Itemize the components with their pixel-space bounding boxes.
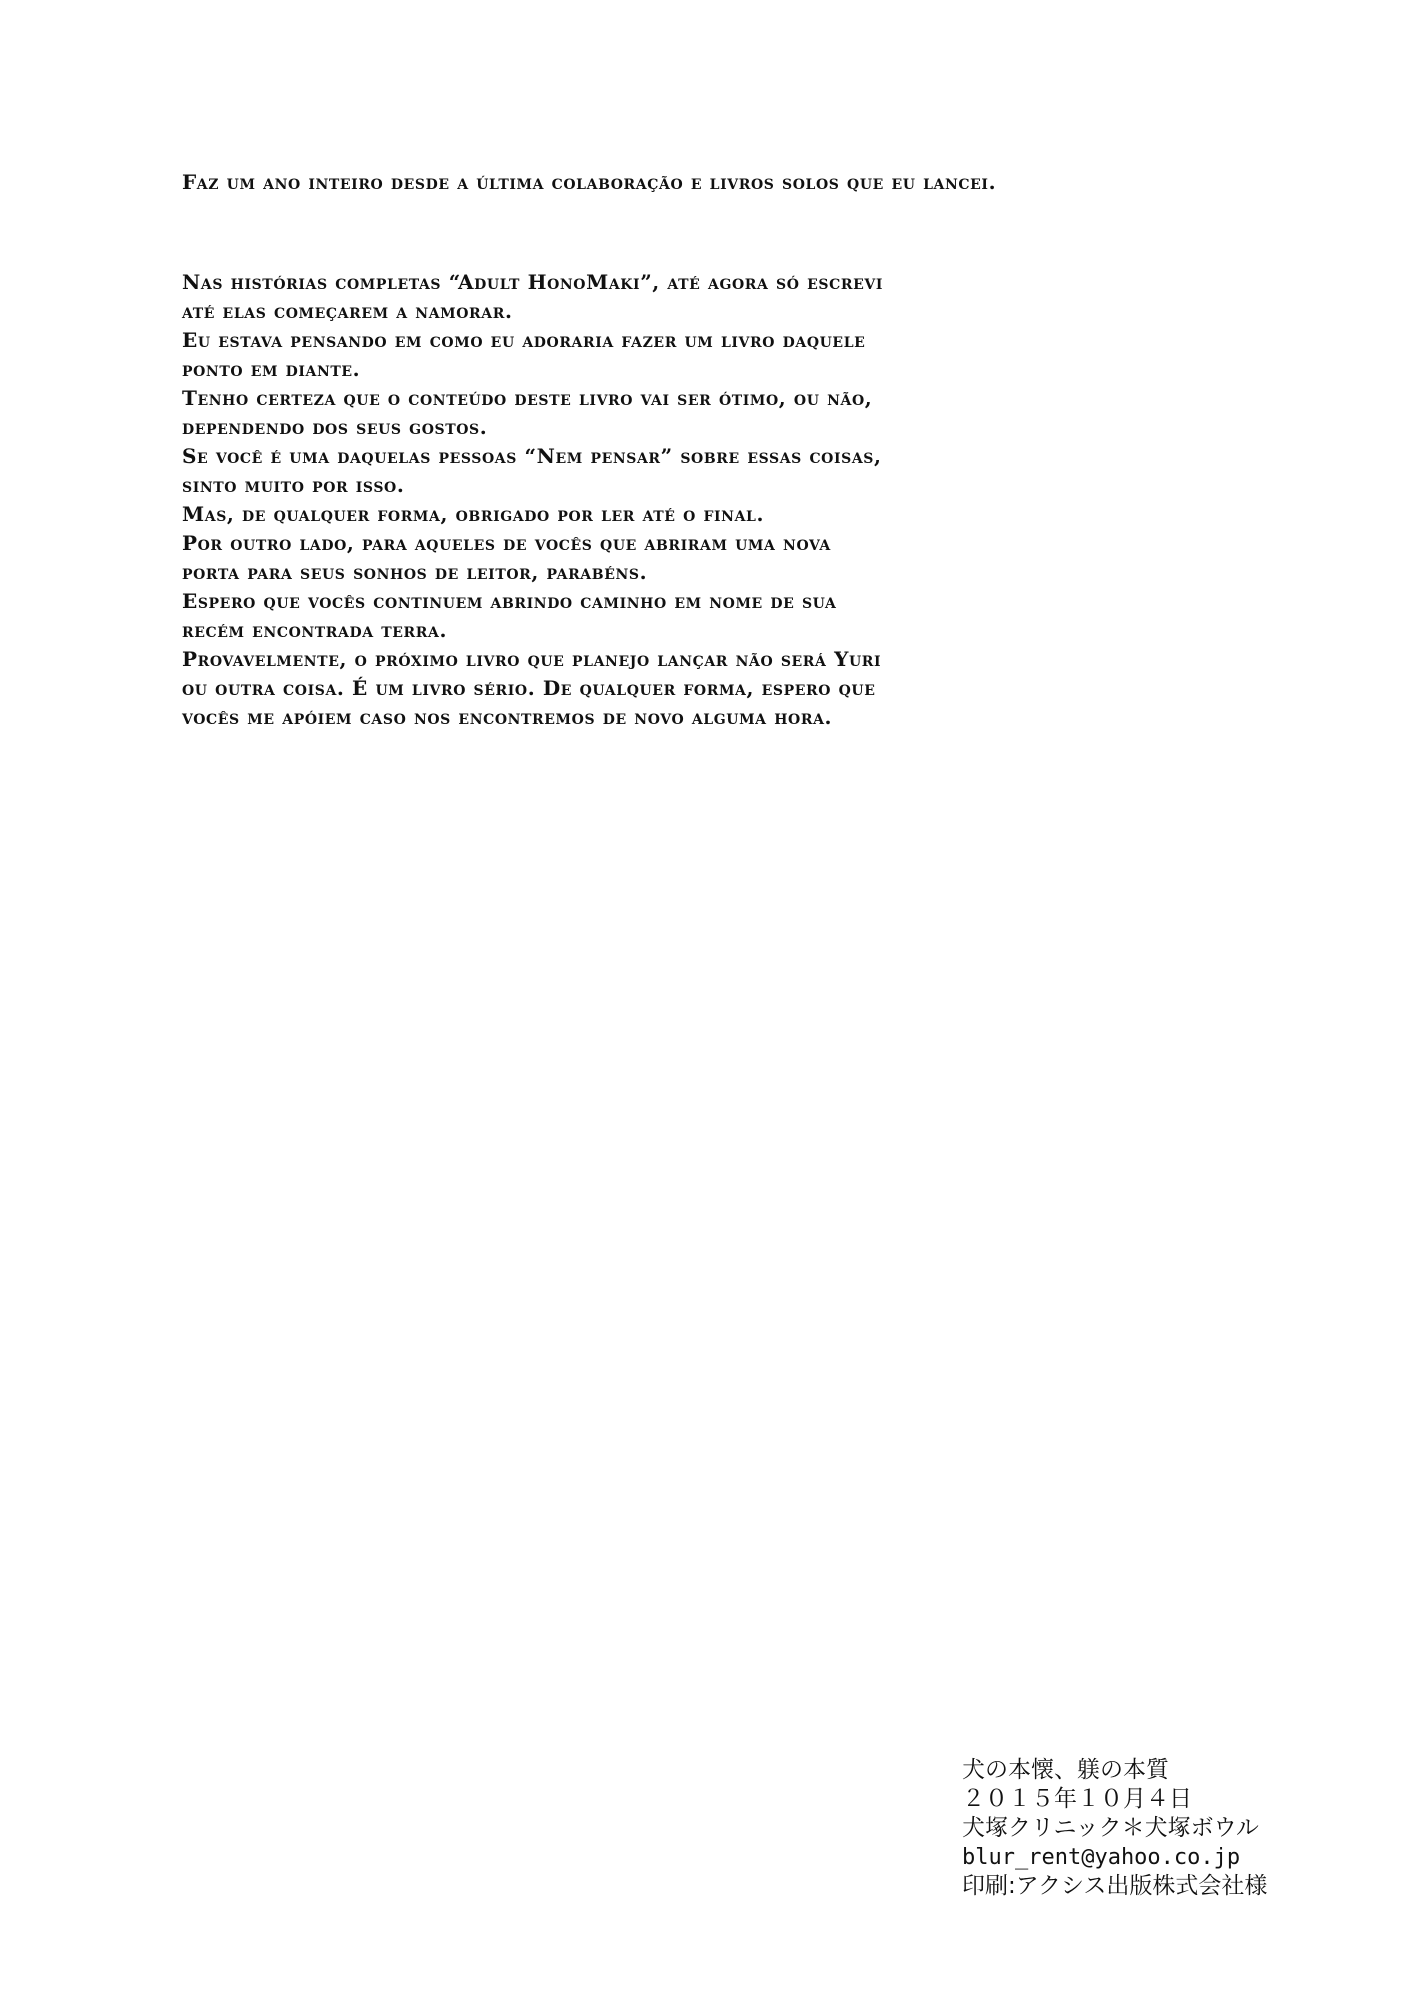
afterword-text — [182, 268, 1322, 732]
colophon-date: ２０１５年１０月４日 — [962, 1786, 1192, 1812]
text-line: Por outro lado, para aqueles de vocês que abriram uma nova — [182, 531, 831, 555]
text-line: Nas histórias completas “Adult HonoMaki”, até agora só escrevi — [182, 270, 883, 294]
text-line: dependendo dos seus gostos. — [182, 415, 488, 439]
text-line: Provavelmente, o próximo livro que planejo lançar não será Yuri — [182, 647, 882, 671]
text-line: Se você é uma daquelas pessoas “Nem pensar” sobre essas coisas, — [182, 444, 882, 468]
text-line: porta para seus sonhos de leitor, parabéns. — [182, 560, 648, 584]
colophon-printer: 印刷:アクシス出版株式会社様 — [962, 1873, 1268, 1899]
text-line: ponto em diante. — [182, 357, 361, 381]
colophon-circle: 犬塚クリニック＊犬塚ボウル — [962, 1815, 1259, 1841]
intro-paragraph: Faz um ano inteiro desde a última colaboração e livros solos que eu lancei. — [182, 170, 997, 194]
colophon-email: blur_rent@yahoo.co.jp — [962, 1845, 1241, 1870]
colophon-title: 犬の本懐、躾の本質 — [962, 1757, 1169, 1783]
text-line: Eu estava pensando em como eu adoraria fazer um livro daquele — [182, 328, 866, 352]
text-line: vocês me apóiem caso nos encontremos de novo alguma hora. — [182, 705, 833, 729]
text-line: sinto muito por isso. — [182, 473, 405, 497]
text-line: Mas, de qualquer forma, obrigado por ler até o final. — [182, 502, 765, 526]
text-line: Tenho certeza que o conteúdo deste livro vai ser ótimo, ou não, — [182, 386, 873, 410]
text-line: recém encontrada terra. — [182, 618, 448, 642]
colophon — [962, 1756, 1362, 1901]
text-line: ou outra coisa. É um livro sério. De qualquer forma, espero que — [182, 676, 876, 700]
text-line: Espero que vocês continuem abrindo caminho em nome de sua — [182, 589, 837, 613]
text-line: até elas começarem a namorar. — [182, 299, 513, 323]
